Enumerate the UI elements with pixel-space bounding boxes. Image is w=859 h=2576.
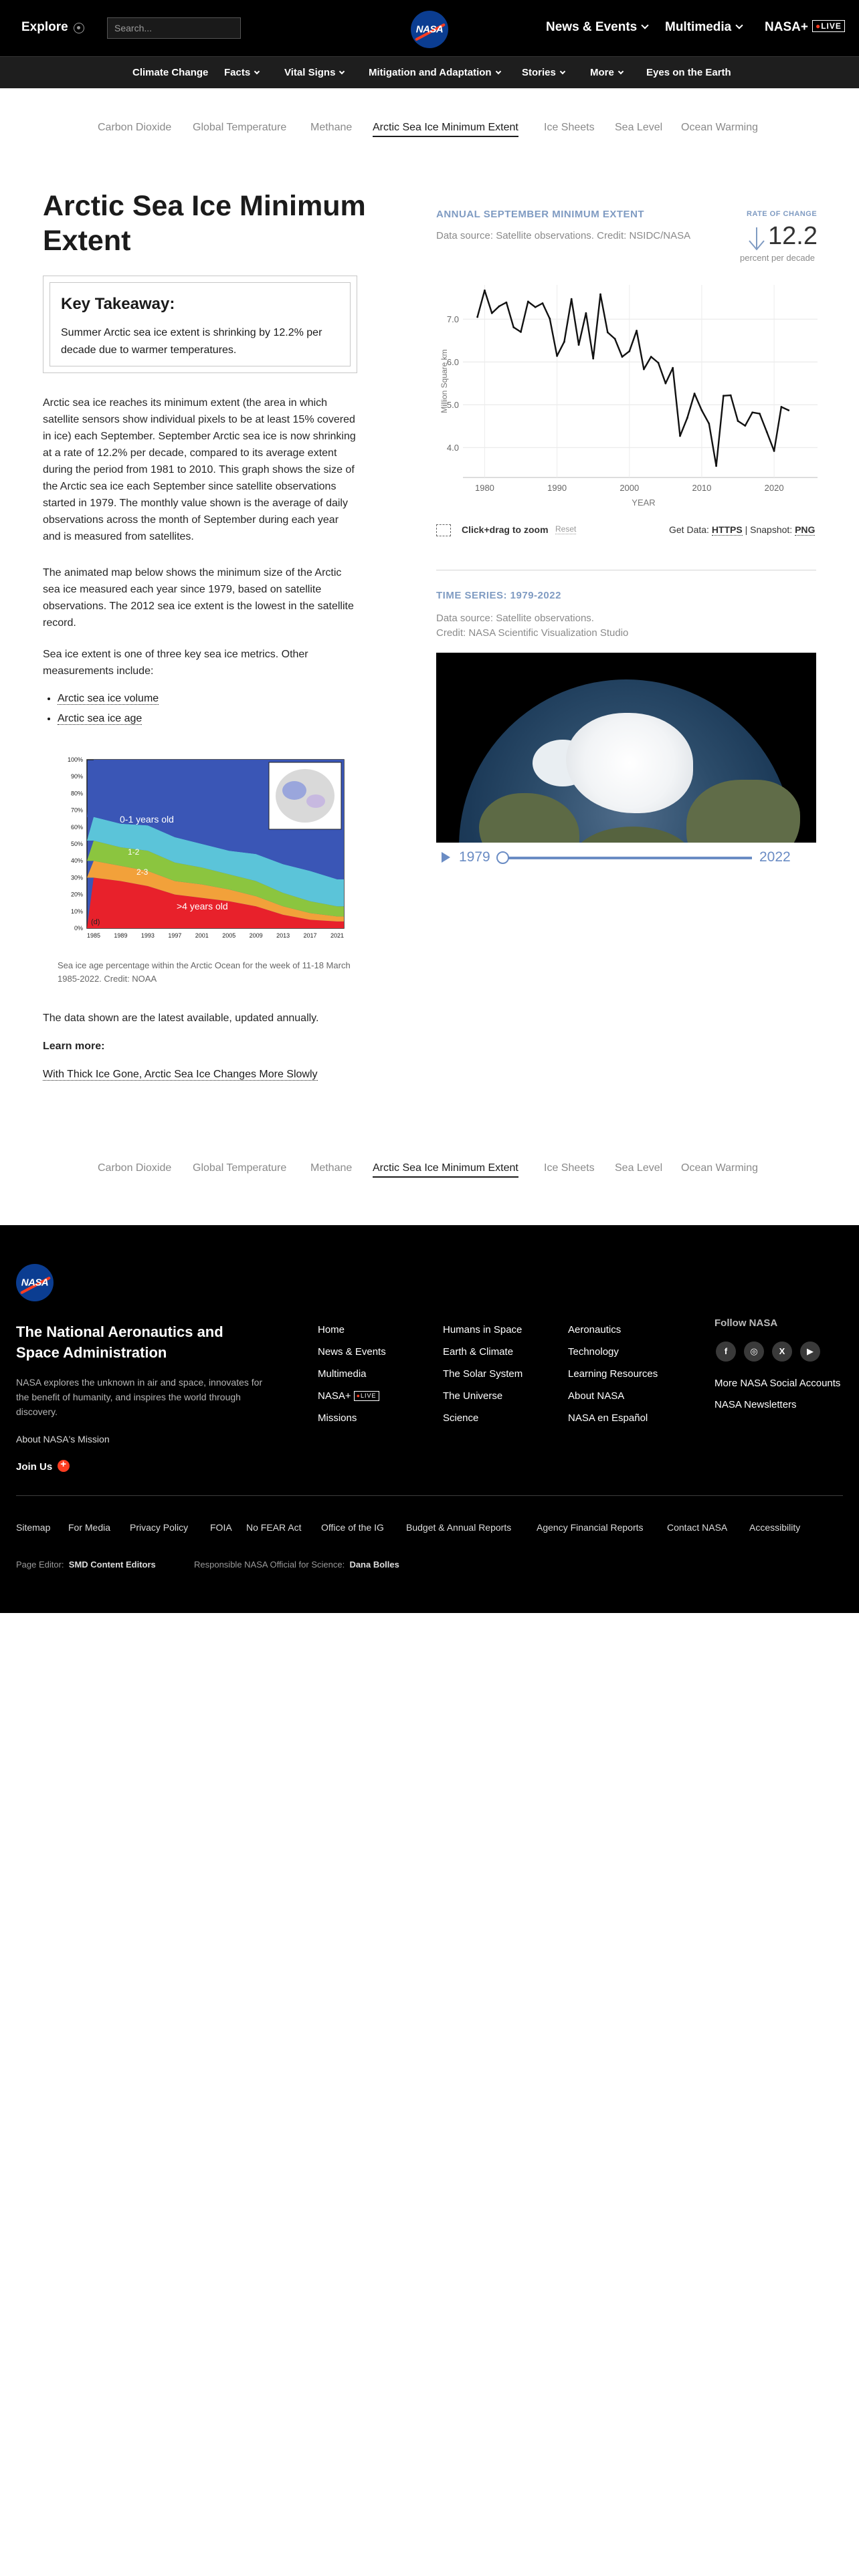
subnav-facts-label: Facts [224, 67, 251, 78]
data-point [592, 358, 594, 360]
footer-link-technology[interactable]: Technology [568, 1346, 619, 1358]
earth-globe-image [459, 679, 793, 843]
time-series-source-line1: Data source: Satellite observations. [436, 613, 594, 624]
png-snapshot-link[interactable]: PNG [795, 524, 816, 535]
data-point [585, 312, 587, 314]
subnav-vital-signs[interactable] [284, 67, 344, 78]
snapshot-label: | Snapshot: [742, 524, 795, 535]
y-tick-label: 7.0 [446, 314, 459, 325]
legal-link-contact[interactable]: Contact NASA [667, 1522, 728, 1533]
chevron-down-icon [736, 21, 743, 29]
link-sea-ice-age[interactable]: Arctic sea ice age [58, 713, 142, 724]
y-tick-label: 30% [70, 874, 83, 881]
series-label: 1-2 [128, 847, 140, 857]
nav-nasa-plus[interactable] [765, 20, 845, 35]
x-tick-label: 2013 [276, 932, 290, 939]
data-point [679, 435, 681, 437]
tab-ice-sheets[interactable]: Ice Sheets [544, 1162, 595, 1174]
x-axis-label: YEAR [632, 498, 656, 508]
tab-global-temperature[interactable]: Global Temperature [193, 1162, 287, 1174]
data-point [549, 318, 551, 320]
annual-chart-source: Data source: Satellite observations. Credit: NSIDC/NASA [436, 230, 691, 241]
subnav-more[interactable] [590, 67, 623, 78]
intro-paragraph: Arctic sea ice reaches its minimum extent (the area in which satellite sensors show individual pixels to be at least 15% covered in ice) each September. September Arctic sea ice is now shrinking at a rate of 12.2% per decade, compared to its average extent during the period from 1981 to 2010. This graph shows the size of the Arctic sea ice each September since satellite observations started in 1979. The monthly value shown is the average of daily observations across the month of September during each year and is measured from satellites. [43, 397, 356, 542]
tab-sea-level[interactable]: Sea Level [615, 122, 663, 133]
footer-link-humans-in-space[interactable]: Humans in Space [443, 1324, 522, 1335]
arrow-down-icon [747, 226, 767, 251]
y-tick-label: 80% [70, 790, 83, 797]
sea-ice-age-chart [56, 753, 357, 947]
inset-ice [306, 794, 325, 808]
join-us-button[interactable] [16, 1458, 70, 1473]
footer-link-missions[interactable]: Missions [318, 1412, 357, 1424]
explore-menu[interactable]: Explore [21, 20, 68, 34]
footer-col-1 [318, 1319, 386, 1429]
learn-more-paragraph [43, 1066, 357, 1083]
y-tick-label: 20% [70, 891, 83, 898]
subnav-stories-label: Stories [522, 67, 556, 78]
data-point [744, 425, 746, 427]
data-point [542, 302, 544, 304]
legal-link-sitemap[interactable]: Sitemap [16, 1522, 51, 1533]
x-tick-label: 2010 [692, 483, 712, 493]
top-header [0, 0, 859, 56]
footer-link-science[interactable]: Science [443, 1412, 479, 1424]
data-point [708, 423, 710, 425]
data-point [781, 406, 783, 408]
takeaway-text: Summer Arctic sea ice extent is shrinking by 12.2% per decade due to warmer temperatures. [61, 327, 322, 356]
plus-icon [58, 1460, 70, 1472]
data-point [672, 367, 674, 369]
chevron-down-icon [495, 69, 500, 74]
landmass [686, 780, 800, 843]
tab-ocean-warming[interactable]: Ocean Warming [681, 122, 758, 133]
x-tick-label: 1993 [140, 932, 155, 939]
legal-link-media[interactable]: For Media [68, 1522, 111, 1533]
youtube-icon[interactable]: ▶ [800, 1341, 820, 1362]
data-point [491, 312, 493, 314]
x-tick-label: 1997 [168, 932, 182, 939]
nav-nasa-plus-label: NASA+ [765, 20, 808, 34]
sea-ice-animation[interactable] [436, 653, 816, 843]
page-editor [16, 1560, 156, 1570]
y-tick-label: 70% [70, 807, 83, 814]
more-social-link[interactable]: More NASA Social Accounts [714, 1378, 841, 1389]
footer-link-earth-climate[interactable]: Earth & Climate [443, 1346, 514, 1358]
data-point [571, 298, 573, 300]
tab-arctic-sea-ice[interactable]: Arctic Sea Ice Minimum Extent [373, 1162, 518, 1178]
legal-link-privacy[interactable]: Privacy Policy [130, 1522, 189, 1533]
footer-divider [16, 1495, 843, 1496]
footer-link-multimedia[interactable]: Multimedia [318, 1368, 367, 1380]
data-point [607, 332, 609, 334]
nasa-logo[interactable] [411, 11, 448, 48]
sea-ice-cap [566, 713, 693, 813]
explore-icon[interactable] [74, 23, 84, 33]
newsletters-link[interactable]: NASA Newsletters [714, 1399, 797, 1410]
data-point [730, 395, 732, 397]
annual-minimum-line-chart[interactable] [436, 281, 824, 508]
data-point [664, 383, 666, 385]
x-tick-label: 2020 [764, 483, 784, 493]
data-point [737, 420, 739, 422]
site-footer [0, 1225, 859, 1613]
rate-of-change-value: 12.2 [768, 222, 818, 250]
metrics-paragraph: Sea ice extent is one of three key sea ice metrics. Other measurements include: [43, 649, 308, 677]
footer-link-aeronautics[interactable]: Aeronautics [568, 1324, 622, 1335]
follow-nasa-label: Follow NASA [714, 1317, 778, 1329]
footer-nasa-plus-label: NASA+ [318, 1390, 351, 1402]
x-tick-label: 2005 [222, 932, 236, 939]
tab-methane[interactable]: Methane [310, 1162, 353, 1174]
data-point [527, 301, 529, 303]
y-tick-label: 4.0 [446, 443, 459, 453]
data-point [658, 362, 660, 364]
list-item [58, 709, 357, 729]
subnav-more-label: More [590, 67, 614, 78]
data-point [715, 465, 717, 467]
data-point [759, 413, 761, 415]
metric-links [43, 689, 357, 729]
footer-link-universe[interactable]: The Universe [443, 1390, 503, 1402]
legal-link-accessibility[interactable]: Accessibility [749, 1522, 801, 1533]
chevron-down-icon [254, 69, 260, 74]
footer-title: The National Aeronautics and Space Administration [16, 1323, 223, 1361]
x-tick-label: 2000 [619, 483, 640, 493]
legal-link-financial[interactable]: Agency Financial Reports [537, 1522, 644, 1533]
data-point [520, 331, 522, 333]
footer-link-nasa-plus[interactable] [318, 1385, 386, 1407]
climate-subnav [0, 56, 859, 88]
tab-ocean-warming[interactable]: Ocean Warming [681, 1162, 758, 1174]
nav-multimedia-label: Multimedia [665, 20, 732, 34]
data-point [614, 338, 616, 340]
footer-link-solar-system[interactable]: The Solar System [443, 1368, 523, 1380]
data-point [563, 341, 565, 343]
facebook-icon[interactable]: f [716, 1341, 736, 1362]
footer-link-learning[interactable]: Learning Resources [568, 1368, 658, 1380]
join-us-label: Join Us [16, 1461, 53, 1473]
subnav-mitigation[interactable] [369, 67, 500, 78]
subnav-stories[interactable] [522, 67, 565, 78]
live-badge: ●LIVE [812, 20, 845, 32]
data-point [512, 326, 514, 328]
https-download-link[interactable]: HTTPS [711, 524, 743, 535]
y-tick-label: 60% [70, 823, 83, 831]
y-tick-label: 5.0 [446, 400, 459, 411]
live-text: LIVE [821, 21, 842, 31]
data-point [599, 294, 601, 296]
play-icon[interactable] [442, 852, 450, 863]
data-point [643, 368, 645, 370]
footer-link-espanol[interactable]: NASA en Español [568, 1412, 648, 1424]
footer-col-2 [443, 1319, 522, 1429]
legal-link-no-fear[interactable]: No FEAR Act [246, 1522, 302, 1533]
tab-global-temperature[interactable]: Global Temperature [193, 122, 287, 133]
nav-news-events[interactable] [546, 20, 648, 35]
learn-more-link[interactable]: With Thick Ice Gone, Arctic Sea Ice Changes More Slowly [43, 1069, 318, 1080]
inset-ocean [276, 769, 335, 823]
footer-link-about-nasa[interactable]: About NASA [568, 1390, 625, 1402]
tab-sea-level[interactable]: Sea Level [615, 1162, 663, 1174]
footer-link-news[interactable]: News & Events [318, 1346, 386, 1358]
series-line [478, 290, 789, 465]
responsible-official [194, 1560, 399, 1570]
learn-more-label: Learn more: [43, 1041, 105, 1052]
x-tick-label: 2009 [249, 932, 263, 939]
y-tick-label: 6.0 [446, 357, 459, 368]
data-point [498, 306, 500, 308]
rate-of-change-unit: percent per decade [740, 253, 816, 263]
data-point [578, 344, 580, 346]
x-tick-label: 1985 [86, 932, 101, 939]
reset-zoom-button[interactable]: Reset [555, 524, 577, 534]
page-title: Arctic Sea Ice Minimum Extent [43, 190, 366, 257]
data-point [766, 431, 768, 433]
tab-carbon-dioxide[interactable]: Carbon Dioxide [98, 122, 172, 133]
y-tick-label: 40% [70, 857, 83, 865]
subnav-vital-signs-label: Vital Signs [284, 67, 336, 78]
subnav-mitigation-label: Mitigation and Adaptation [369, 67, 492, 78]
get-data-label: Get Data: [669, 524, 712, 535]
footer-nasa-logo[interactable] [16, 1264, 54, 1301]
nav-news-events-label: News & Events [546, 20, 638, 34]
data-point [751, 411, 753, 413]
data-point [787, 409, 789, 411]
landmass [479, 793, 579, 843]
footer-description: NASA explores the unknown in air and space, innovates for the benefit of humanity, and inspires the world through discovery. [16, 1377, 263, 1417]
official-label: Responsible NASA Official for Science: [194, 1560, 345, 1570]
data-point [694, 393, 696, 395]
footer-link-home[interactable]: Home [318, 1324, 345, 1335]
logo-text: NASA [415, 23, 444, 35]
time-series-source-line2: Credit: NASA Scientific Visualization Studio [436, 627, 629, 639]
link-sea-ice-volume[interactable]: Arctic sea ice volume [58, 693, 159, 704]
live-text: LIVE [361, 1392, 377, 1399]
legal-link-foia[interactable]: FOIA [210, 1522, 232, 1533]
tab-arctic-sea-ice[interactable]: Arctic Sea Ice Minimum Extent [373, 122, 518, 137]
legal-link-budget[interactable]: Budget & Annual Reports [406, 1522, 512, 1533]
search-input[interactable] [107, 17, 241, 39]
time-series-title: TIME SERIES: 1979-2022 [436, 590, 561, 601]
update-note: The data shown are the latest available, updated annually. [43, 1012, 319, 1024]
x-tick-label: 2021 [330, 932, 345, 939]
chevron-down-icon [642, 21, 649, 29]
data-point [686, 417, 688, 419]
metric-tabs-bottom [0, 1157, 859, 1184]
nav-multimedia[interactable] [665, 20, 742, 35]
x-icon[interactable]: X [772, 1341, 792, 1362]
tab-carbon-dioxide[interactable]: Carbon Dioxide [98, 1162, 172, 1174]
slider-start-year: 1979 [459, 849, 490, 865]
data-point [622, 356, 624, 358]
slider-end-year: 2022 [759, 849, 791, 865]
data-point [484, 290, 486, 292]
instagram-icon[interactable]: ◎ [744, 1341, 764, 1362]
x-tick-label: 1980 [474, 483, 494, 493]
data-point [476, 316, 478, 318]
animated-map-paragraph: The animated map below shows the minimum size of the Arctic sea ice measured each year since 1979, based on satellite observations. The 2012 sea ice extent is the lowest in the satellite record. [43, 567, 354, 629]
series-label: >4 years old [177, 901, 228, 911]
series-label: 0-1 years old [120, 814, 174, 825]
x-tick-label: 2017 [303, 932, 317, 939]
about-mission-link[interactable]: About NASA's Mission [16, 1434, 110, 1444]
footer-col-3 [568, 1319, 658, 1429]
data-point [628, 350, 630, 352]
data-point [535, 306, 537, 308]
inset-ice [282, 781, 306, 800]
subnav-facts[interactable] [224, 67, 259, 78]
data-point [773, 450, 775, 452]
data-point [636, 330, 638, 332]
x-tick-label: 1990 [547, 483, 567, 493]
chevron-down-icon [339, 69, 345, 74]
rate-of-change-label: RATE OF CHANGE [747, 210, 818, 218]
page-editor-name: SMD Content Editors [68, 1560, 156, 1570]
y-tick-label: 10% [70, 907, 83, 915]
tab-methane[interactable]: Methane [310, 122, 353, 133]
get-data-bar [669, 524, 815, 535]
data-point [556, 355, 558, 357]
subnav-climate-change[interactable]: Climate Change [132, 67, 209, 78]
metric-tabs-top [0, 116, 859, 143]
list-item [58, 689, 357, 709]
panel-label: (d) [91, 918, 100, 926]
slider-track[interactable] [498, 857, 752, 859]
page-editor-label: Page Editor: [16, 1560, 64, 1570]
chevron-down-icon [618, 69, 624, 74]
data-point [650, 356, 652, 358]
logo-text: NASA [21, 1277, 49, 1289]
figure-caption: Sea ice age percentage within the Arctic Ocean for the week of 11-18 March 1985-2022. Credit: NOAA [58, 960, 351, 984]
annual-chart-title: ANNUAL SEPTEMBER MINIMUM EXTENT [436, 209, 645, 220]
tab-ice-sheets[interactable]: Ice Sheets [544, 122, 595, 133]
live-badge: ●LIVE [354, 1391, 379, 1401]
data-point [701, 409, 703, 411]
series-label: 2-3 [136, 867, 149, 877]
y-tick-label: 0% [74, 925, 83, 932]
data-point [723, 395, 725, 397]
chevron-down-icon [560, 69, 565, 74]
zoom-hint: Click+drag to zoom [462, 524, 549, 535]
y-axis-label: Million Square km [440, 349, 449, 413]
key-takeaway-box [43, 276, 357, 373]
x-tick-label: 2001 [195, 932, 209, 939]
takeaway-heading: Key Takeaway: [61, 295, 175, 313]
time-slider [436, 843, 816, 871]
slider-thumb[interactable] [496, 851, 509, 864]
x-tick-label: 1989 [114, 932, 128, 939]
time-series-source [436, 611, 628, 641]
landmass [573, 827, 693, 843]
data-point [505, 302, 507, 304]
y-tick-label: 100% [67, 756, 83, 763]
subnav-eyes-on-earth[interactable]: Eyes on the Earth [646, 67, 731, 78]
official-name: Dana Bolles [349, 1560, 399, 1570]
legal-link-ig[interactable]: Office of the IG [321, 1522, 384, 1533]
y-tick-label: 90% [70, 773, 83, 780]
y-tick-label: 50% [70, 841, 83, 847]
zoom-select-icon [436, 524, 451, 536]
